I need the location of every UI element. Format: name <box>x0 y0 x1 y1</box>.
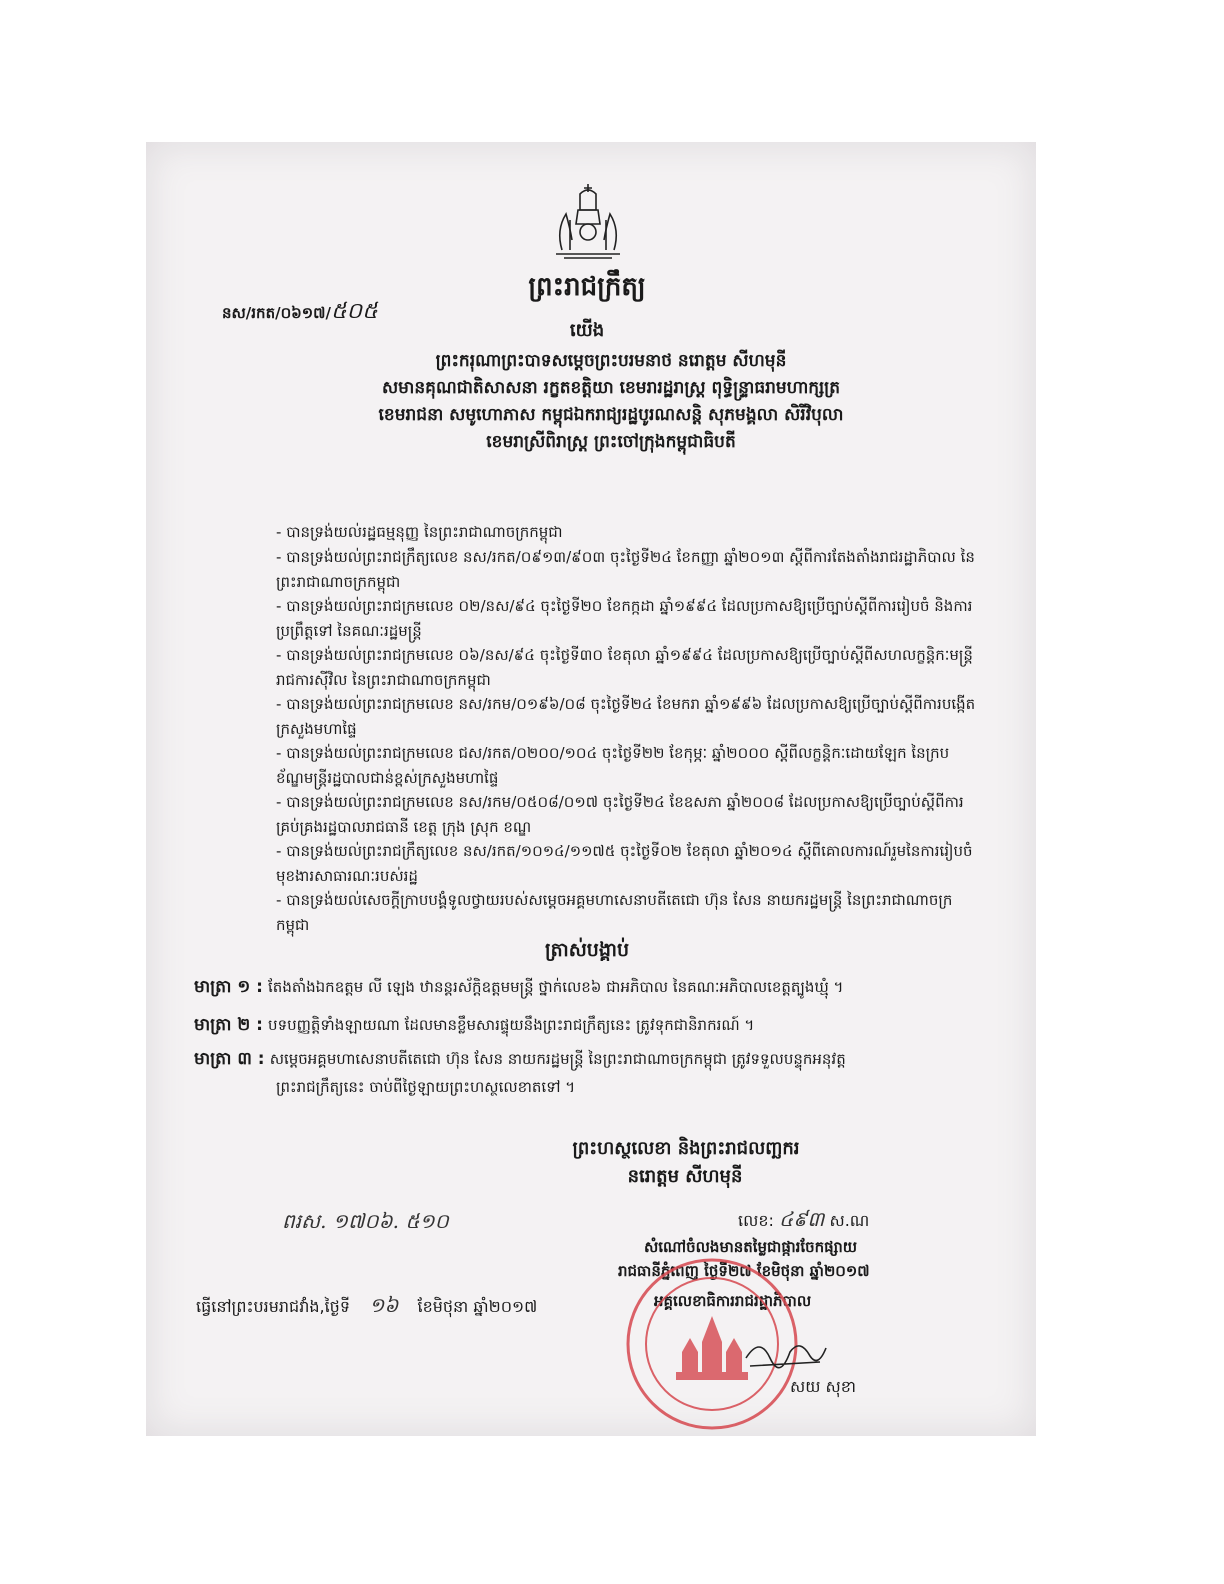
visa-item: - បានទ្រង់យល់ព្រះរាជក្រមលេខ ជស/រកត/០២០០/១០៤ ចុះថ្ងៃទី២២ ខែកុម្ភៈ ឆ្នាំ២០០០ ស្ដីពីលក្ខន្តិកៈដោយឡែក នៃក្របខ័ណ្ឌមន្ត្រីរដ្ឋបាលជាន់ខ្ពស់ក្រសួងមហាផ្ទៃ <box>276 744 950 787</box>
certification-line-2: រាជធានីភ្នំពេញ ថ្ងៃទី២៧ ខែមិថុនា ឆ្នាំ២០១៧ <box>618 1262 870 1280</box>
reference-number <box>222 297 378 329</box>
visa-item: - បានទ្រង់យល់ព្រះរាជក្រឹត្យលេខ នស/រកត/១០១៤/១១៧៥ ចុះថ្ងៃទី០២ ខែតុលា ឆ្នាំ២០១៤ ស្ដីពីគោលការណ៍រួមនៃការរៀបចំមុខងារសាធារណៈរបស់រដ្ឋ <box>276 842 973 885</box>
visa-item: - បានទ្រង់យល់ព្រះរាជក្រមលេខ នស/រកម/០១៩៦/០៨ ចុះថ្ងៃទី២៤ ខែមករា ឆ្នាំ១៩៩៦ ដែលប្រកាសឱ្យប្រើច្បាប់ស្ដីពីការបង្កើតក្រសួងមហាផ្ទៃ <box>276 695 976 738</box>
handwritten-prs-number: ពរស. ១៧០៦. ៥១០ <box>282 1209 449 1233</box>
visa-item: - បានទ្រង់យល់ព្រះរាជក្រមលេខ ០៦/នស/៩៤ ចុះថ្ងៃទី៣០ ខែតុលា ឆ្នាំ១៩៩៤ ដែលប្រកាសឱ្យប្រើច្បាប់ស្ដីពីសហលក្ខន្តិកៈមន្ត្រីរាជការស៊ីវិល នៃព្រះរាជាណាចក្រកម្ពុជា <box>276 646 973 689</box>
certifier-name: សយ សុខា <box>790 1377 857 1396</box>
visa-item: - បានទ្រង់យល់ព្រះរាជក្រមលេខ ០២/នស/៩៤ ចុះថ្ងៃទី២០ ខែកក្កដា ឆ្នាំ១៩៩៤ ដែលប្រកាសឱ្យប្រើច្បាប់ស្ដីពីការរៀបចំ និងការប្រព្រឹត្តទៅ នៃគណៈរដ្ឋមន្ត្រី <box>276 597 973 640</box>
article-label: មាត្រា ២ : <box>194 1015 263 1035</box>
reference-printed: នស/រកត/០៦១៧/ <box>222 304 331 322</box>
certification-line-1: សំណៅចំលងមានតម្លៃជាផ្ការចែកផ្សាយ <box>644 1238 857 1256</box>
signature-line-2: នរោត្តម សីហមុនី <box>627 1166 743 1187</box>
decree-heading: ត្រាស់បង្គាប់ <box>544 939 630 961</box>
article-2 <box>194 1014 984 1039</box>
signature-line-1: ព្រះហស្ថលេខា និងព្រះរាជលញ្ឆករ <box>572 1138 800 1159</box>
king-title-line-4: ខេមរាស្រីពិរាស្ត្រ ព្រះចៅក្រុងកម្ពុជាធិបតី <box>486 432 736 452</box>
article-label: មាត្រា ១ : <box>194 977 263 997</box>
article-text: តែងតាំងឯកឧត្ដម លី ឡេង ឋានន្តរស័ក្តិឧត្ដមមន្ត្រី ថ្នាក់លេខ៦ ជាអភិបាល នៃគណៈអភិបាលខេត្តត្បូងឃ្មុំ ។ <box>268 978 844 996</box>
article-3 <box>194 1048 984 1073</box>
visa-item: - បានទ្រង់យល់សេចក្ដីក្រាបបង្គំទូលថ្វាយរបស់សម្ដេចអគ្គមហាសេនាបតីតេជោ ហ៊ុន សែន នាយករដ្ឋមន្ត្រី នៃព្រះរាជាណាចក្រកម្ពុជា <box>276 891 953 934</box>
article-text: បទបញ្ញត្តិទាំងឡាយណា ដែលមានខ្លឹមសារផ្ទុយនឹងព្រះរាជក្រឹត្យនេះ ត្រូវទុកជានិរាករណ៍ ។ <box>268 1016 755 1034</box>
document-title: ព្រះរាជក្រឹត្យ <box>528 272 646 302</box>
certification-number: លេខ: ៤៩៣ ស.ណ <box>738 1207 870 1231</box>
article-label: មាត្រា ៣ : <box>194 1049 265 1069</box>
signature-scribble <box>740 1328 830 1378</box>
article-1 <box>194 976 984 1001</box>
certification-line-3: អគ្គលេខាធិការរាជរដ្ឋាភិបាល <box>654 1292 812 1310</box>
reference-handwritten: ៥០៥ <box>330 299 378 324</box>
king-title-line-1: ព្រះករុណាព្រះបាទសម្ដេចព្រះបរមនាថ នរោត្តម សីហមុនី <box>435 351 787 371</box>
subtitle-we: យើង <box>569 320 605 341</box>
visa-item: - បានទ្រង់យល់ព្រះរាជក្រមលេខ នស/រកម/០៥០៨/០១៧ ចុះថ្ងៃទី២៤ ខែឧសភា ឆ្នាំ២០០៨ ដែលប្រកាសឱ្យប្រើច្បាប់ស្ដីពីការគ្រប់គ្រងរដ្ឋបាលរាជធានី ខេត្ត ក្រុង ស្រុក ខណ្ឌ <box>276 793 964 836</box>
visa-item: - បានទ្រង់យល់ព្រះរាជក្រឹត្យលេខ នស/រកត/០៩១៣/៩០៣ ចុះថ្ងៃទី២៤ ខែកញ្ញា ឆ្នាំ២០១៣ ស្ដីពីការតែងតាំងរាជរដ្ឋាភិបាល នៃព្រះរាជាណាចក្រកម្ពុជា <box>276 548 975 591</box>
article-text: សម្ដេចអគ្គមហាសេនាបតីតេជោ ហ៊ុន សែន នាយករដ្ឋមន្ត្រី នៃព្រះរាជាណាចក្រកម្ពុជា ត្រូវទទួលបន្ទុកអនុវត្ត <box>269 1050 846 1068</box>
royal-emblem-icon <box>542 180 634 262</box>
article-3-continuation: ព្រះរាជក្រឹត្យនេះ ចាប់ពីថ្ងៃឡាយព្រះហស្ថលេខាតទៅ ។ <box>276 1078 576 1096</box>
visa-item: - បានទ្រង់យល់រដ្ឋធម្មនុញ្ញ នៃព្រះរាជាណាចក្រកម្ពុជា <box>276 523 563 541</box>
king-title-line-2: សមានគុណជាតិសាសនា រក្ខតខត្តិយា ខេមរារដ្ឋរាស្ត្រ ពុទ្ធិន្ទ្រាធរាមហាក្សត្រ <box>381 378 841 398</box>
king-title-line-3: ខេមរាជនា សមូហោភាស កម្ពុជឯករាជ្យរដ្ឋបូរណសន្តិ សុភមង្គលា សិរីវិបុលា <box>378 405 844 425</box>
place-date: ធ្វើនៅព្រះបរមរាជវាំង,ថ្ងៃទី ១៦ ខែមិថុនា ឆ្នាំ២០១៧ <box>196 1293 538 1317</box>
